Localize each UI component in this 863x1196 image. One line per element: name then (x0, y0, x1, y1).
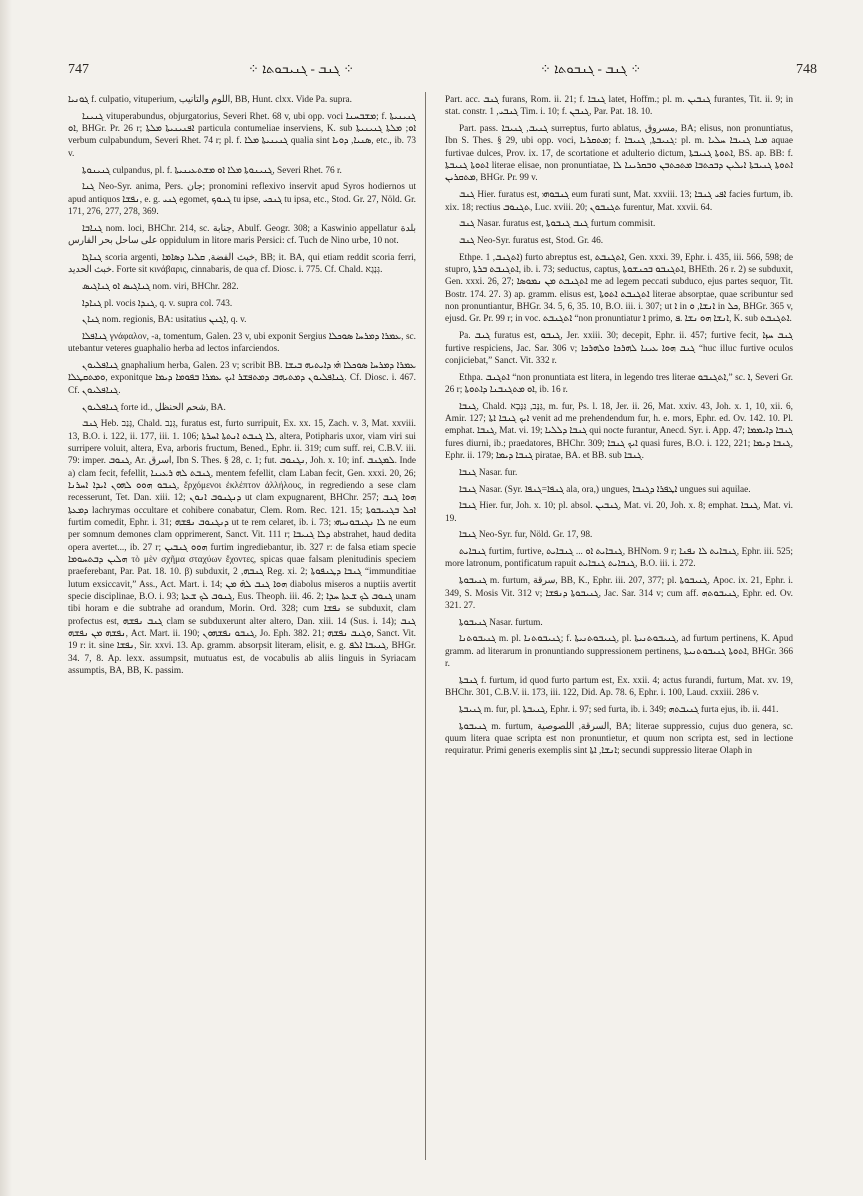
dictionary-entry: ܓܢܝܒܘܬܐ m. furtum, سرقة, BB, K., Ephr. iii. 207, 377; pl. ܓܢܝܒܘܬܐ, Apoc. ix. 21, Ephr. i. 349, S. Mosis Vit. 312 v; ܓܢܝܒܘܬܐ ܕܢܦܫܐ, Jac. Sar. 314 v; cum aff. ܓܢܝܒܘܬܗ, Ephr. ed. Ov. 321. 27. (445, 576, 793, 611)
dictionary-entry: ܓܢܒܐ Nasar. (Syr. ܓܢܦܐ=ܓܢܦܐ ala, ora,) ungues, ܐܛܦܪܐ ܕܓܢܒܐ ungues sui aquilae. (459, 484, 751, 495)
dictionary-entry: ܓܢܒ Heb. גָּנַב, Chald. גְּנַב, furatus est, furto surripuit, Ex. xx. 15, Zach. v. 3, Mat. xxviii. 13, B.O. i. 122, ii. 177, iii. 1. 106; ܠܐ ܓܢܒܬ ܐܢܬܬܐ ܐܚܪܬܐ, altera, Potipharis uxor, viam viri sui surripere voluit, altera, Eva, arboris fructum, Bened., Ephr. ii. 319; cum suff. rei, C.B.V. iii. 79: imper. ܓܢܘܒ, Ar. اسرق, Ibn S. Thes. § 28, c. 1; fut. ܢܓܢܘܒ, Joh. x. 10; inf. ܠܡܓܢܒ. Inde a) clam fecit, fefellit, ܓܢܒܬ ܠܗ ܪܥܝܢܐ, mentem fefellit, clam Laban fecit, Gen. xxxi. 20, 26; ܓܢܒܘ ܗܘܘ ܠܗܘܢ ܐܝܕܐ ܐܚܪܢܐ, ἔρχόμενοι ἐκλέπτον ἀλλήλους, in regrediendo a sese clam recesserunt, Tet. Dan. xiii. 12; ܕܢܓܢܘܒ ܐܢܘܢ ut clam expugnarent, BHChr. 257; ܗܘܐ ܓܢܒ ܕܡܥܬܐ lachrymas occultare et cohibere conabatur, Clem. Rom. Rec. 121. 15; ܐܟܠ ܒܓܢܝܒܘܬܐ furtim comedit, Ephr. i. 31; ܕܢܓܢܘܒ ܢܦܫܗ ut te rem celaret, ib. i. 73; ܠܐ ܢܓܢܒܘܢܝܗܝ ne eum per somnum demones clam opprimerent, Sanct. Vit. 111 r; ܕܠܐ ܓܢܝܒܐ abstrahet, haud dedita opera avertet..., ib. 27 r; ܗܘܘ ܓܢܒܝܢ furtim ingrediebantur, ib. 327 r: de falsa etiam specie ܗܠܝܢ ܕܒܬܚܘܡܐ τὸ μὲν σχῆμα σταχύων ἔχοντες, spicas quae falsam plenitudinis speciem praeferebant, Par. Pat. 18. 10. β) subduxit, ܓܢܒܗ, 2 Reg. xi. 2; ܓܢܒܐ ܕܛܢܦܘܬܐ “immunditiae lutum exsiccavit,” Ass., Act. Mart. i. 14; ܗܘܐ ܓܢܒ ܠܗ̇ ܡܢ diabolus miseros a nuptiis avertit specie disciplinae, B.O. i. 93; ܓܢܘܒ ܠܟ ܫܥܬܐ, Eus. Theoph. iii. 46. 2; ܓܢܘܒ ܠܟ ܫܥܬܐ ܚܕܐ unam tibi horam e die subtrahe ad orandum, Morin. Ord. 328; cum ܢܦܫܐ se subduxit, clam profectus est, ܓܢܒ ܢܦܫܗ clam se subduxerunt alter altero, Dan. xiii. 14 (Sus. i. 14); ܓܢܒ ܢܦܫܗ ܡܢ ܢܦܫܗ, Act. Mart. ii. 190; ܓܢܒܘ ܢܦܫܗܘܢ, Jo. Eph. 382. 21; ܘܓܢܒ ܢܦܫܗ, Sanct. Vit. 19 r: it. sine ܢܦܫܐ, Sir. xxvi. 13. Ap. gramm. absorpsit literam, elisit, e. g. ܓܢܝܒܐ ܐܠܦ, BHGr. 34. 7, 8. Ap. lexx. assumpsit, mutuatus est, de vocabulis ab aliis linguis in Syriacam assumptis, BA, BB, K. passim. (68, 419, 416, 677)
dictionary-entry: ܓܘܢܝܐ f. culpatio, vituperium, اللوم والتأنيب, BB, Hunt. clxx. Vide Pa. supra. (68, 95, 352, 105)
page-header (0, 62, 863, 86)
dictionary-entry: ܓܢܝܒܘܬܐ m. furtum, السرقة, اللصوصية, BA; literae suppressio, cujus duo genera, sc. quum litera quae scripta est non pronuntietur, et quum non scripta est, sed in lectione requiratur. Primi generis exemplis sint ܐܢܫܐ, ܐܬܐ; secundi suppressio literae Olaph in (445, 721, 793, 757)
dictionary-entry: Part. acc. ܓܢܒ furans, Rom. ii. 21; f. ܓܢܒܐ latet, Hoffm.; pl. m. ܓܢܒܝܢ furantes, Tit. ii. 9; in stat. constr. ܓܢܒܝ, 1 Tim. i. 10; f. ܓܢܒܢ, Par. Pat. 18. 10. (445, 95, 793, 118)
dictionary-entry: ܓܢܒܐ Nasar. fur. (459, 467, 518, 478)
dictionary-entry: ܓܢܐܓܝܣ ܐܘ ܓܢܐܓܝܣ nom. viri, BHChr. 282. (82, 281, 239, 292)
dictionary-entry: ܓܢܐܦܠܝܘܢ gnaphalium herba, Galen. 23 v; scribit BB. ܥܡܪܐ ܕܡܪܚܐ ܣܘܟܠܐ ܗ̇ܝ ܕܐܝܬܝܗ ܒܝܫܐ ܘܡܬܩܛܠܐ, exponitque ܓܢܐܦܠܝܘܢ ܕܡܬܝܗܒ ܕܡܬܦܫܪ ܐܝܟ ܥܡܪܐ ܒܦܘܡܐ ܕܝܡܐ. Cf. Diosc. i. 467. Cf. ܓܢܐܦܠܝܘܢ. (68, 361, 416, 396)
dictionary-entry: ܓܢܒ Nasar. furatus est, ܓܢܒ ܓܢܒܘܬܐ furtum commisit. (459, 219, 656, 230)
dictionary-entry: ܓܢܒ Neo-Syr. furatus est, Stod. Gr. 46. (459, 236, 604, 246)
dictionary-entry: ܓܢܝܢܐ vituperabundus, objurgatorius, Severi Rhet. 68 v, ubi opp. voci ܡܫܒܚܢܐ; f. ܓܢܝܢܝܬܐ ܐܘ, BHGr. Pr. 26 r; ܐܦܢܝܢܝܬܐ ܡܠܬܐ particula contumeliae inserviens, K. sub ܐܘ; ܡܠܬܐ ܓܢܝܢܝܬܐ verbum culpabundum, Severi Rhet. 74 r; pl. f. ܓܢܝܢܝܬܐ ܡܠܐ qualia sint ܣܢܝܐ, ܕܘܝܐ, etc., ib. 73 v. (68, 111, 416, 159)
column-divider (425, 92, 426, 1160)
dictionary-entry: ܓܢܝܒܘܬܐ Nasar. furtum. (459, 617, 543, 628)
left-page-number: 747 (68, 62, 89, 77)
left-running-head: ⁘ ܓܢܒ - ܓܢܝܒܘܬܐ ⁘ (248, 61, 355, 76)
right-column (445, 94, 793, 1162)
dictionary-entry: Part. pass. ܓܢܝܒ, ܓܢܝܒܐ surreptus, furto ablatus, مسروق, BA; elisus, non pronuntiatus, Ibn S. Thes. § 29, ubi opp. voci, ܡܬܩܪܝܐ; f. ܓܢܝܒܬܐ, ܓܢܝܒܐ: pl. m. ܡܝܐ ܓܢܝܒܐ ܚܠܝܐ aquae furtivae dulces, Prov. ix. 17, de scortatione et adulterio dictum, ܐܬܘܬܐ ܓܢܝܒܬܐ, BS. ap. BB: f. ܐܬܘܬܐ ܓܢܝܒܬܐ literae elisae, non pronuntiatae, ܐܬܘܬܐ ܓܢܝܒܬܐ ܐܝܠܝܢ ܕܒܟܬܒܐ ܡܬܟܬܒܢ ܘܒܩܪܝܢܐ ܠܐ ܡܬܩܪܝܢ, BHGr. Pr. 99 v. (445, 124, 793, 184)
dictionary-entry: ܓܢܝܢܘܬܐ culpandus, pl. f. ܓܢܝܢܘܬܐ ܡܠܐ ܐܘ ܡܫܬܥܝܢܝܬܐ, Severi Rhet. 76 r. (82, 165, 342, 176)
dictionary-entry: ܓܢܐ Neo-Syr. anima, Pers. جان; pronomini reflexivo inservit apud Syros hodiernos ut apud antiquos ܢܦܫܐ, e. g. ܓܢܝ egomet, ܓܢܘܟ tu ipse, ܓܢܟܝ tu ipsa, etc., Stod. Gr. 27, Nöld. Gr. 171, 276, 277, 278, 369. (68, 182, 416, 217)
scan-edge (0, 0, 12, 1196)
dictionary-entry: ܓܢܒܐ, Chald. גַּנָּב, גַּנָּבָא, m. fur, Ps. l. 18, Jer. ii. 26, Mat. xxiv. 43, Joh. x. 1, 10, xii. 6, Amir. 127; ܐܝܟ ܓܢܒܐ ܐܬܐ venit ad me prehendendum fur, h. e. mors, Ephr. ed. Ov. 142. 10. Pl. emphat. ܓܢܒܐ, Mat. vi. 19; ܓܢܒܐ ܕܠܠܝܐ qui nocte furantur, Anecd. Syr. i. App. 47; ܓܢܒܐ ܕܐܝܡܡܐ fures diurni, ib.; praedatores, BHChr. 309; ܐܝܟ ܓܢܒܐ quasi fures, B.O. i. 122, 221; ܓܢܒܐ ܕܝܡܐ, Ephr. ii. 179; ܓܢܒܐ ܕܝܡܐ piratae, BA. et BB. sub ܓܢܒܐ. (445, 401, 793, 462)
dictionary-entry: ܓܢܐܓܐ scoria argenti, خبث الفضة, ܩܠܝܐ ܕܣܐܡܐ, BB; it. BA, qui etiam reddit scoria ferri, خبث الحديد. Forte sit κινάβαρις, cinnabaris, de qua cf. Diosc. i. 775. Cf. Chald. גְּנָגָא. (68, 252, 416, 276)
dictionary-entry: Ethpa. ܐܬܓܢܒ “non pronuntiata est litera, in legendo tres literae ܐܬܓܢܒܘ,” sc. ܐ, Severi Gr. 26 r; ܐܘ ܡܬܓܢܒܢܐ ܕܐܬܘܬܐ, ib. 16 r. (445, 372, 793, 395)
dictionary-entry: ܓܢܐܕܐ pl. vocis ܓܢܕܐ, q. v. supra col. 743. (82, 298, 233, 309)
right-running-head: ⁘ ܓܢܒ - ܓܢܒܘܬܐ ⁘ (540, 61, 642, 76)
dictionary-entry: ܓܢܒܬܐ f. furtum, id quod furto partum est, Ex. xxii. 4; actus furandi, furtum, Mat. xv. 19, BHChr. 301, C.B.V. ii. 173, iii. 122, Did. Ap. 78. 6, Ephr. i. 100, Laud. cxxiii. 286 v. (445, 675, 793, 699)
dictionary-entry: ܓܢܝܒܬܐ m. fur, pl. ܓܢܝܒܬܐ, Ephr. i. 97; sed furta, ib. i. 349; ܓܢܝܒܬܗ furta ejus, ib. ii. 441. (459, 704, 779, 715)
dictionary-entry: ܓܢܝܒܘܬܢܐ m. pl. ܓܢܝܒܘܬܢܐ; f. ܓܢܝܒܘܬܢܝܬܐ, pl. ܓܢܝܒܘܬܢܝܬܐ, ad furtum pertinens, K. Apud gramm. ad literarum in pronuntiando suppressionem pertinens, ܐܬܘܬܐ ܓܢܝܒܘܬܢܝܬܐ, BHGr. 366 r. (445, 634, 793, 669)
dictionary-entry: ܓܢܒܐ Hier. fur, Joh. x. 10; pl. absol. ܓܢܒܝܢ, Mat. vi. 20, Joh. x. 8; emphat. ܓܢܒܐ, Mat. vi. 19. (445, 501, 793, 524)
dictionary-entry: ܓܢܐܒܐ nom. loci, BHChr. 214, sc. جنابة, Abulf. Geogr. 308; a Kaswinio appellatur بلدة على ساحل بحر الفارس oppidulum in litore maris Persici: cf. Tuch de Nino urbe, 10 not. (68, 223, 416, 246)
left-column (68, 94, 416, 1162)
dictionary-entry: ܓܢܒܐܝܬ furtim, furtive, ܓܢܒܐܝܬ ܐܘ ... ܓܢܒܐܝܬ, BHNom. 9 r; ܓܢܒܐܝܬ ܠܐ ܢܦܢܐ, Ephr. iii. 525; more latronum, pontificatum rapuit ܓܢܒܐܝܬ ܓܢܒܐܝܬ, B.O. iii. i. 272. (445, 547, 793, 570)
dictionary-entry: Ethpe. ܐܬܓܢܒ, 1) furto abreptus est, ܐܬܓܢܒܬ, Gen. xxxi. 39, Ephr. i. 435, iii. 566, 598; de stupro, ܐܬܓܢܒܬ ܒܪܬܐ, ib. i. 73; seductus, captus, ܐܬܓܢܒܘ ܒܟܢܫܘܬܐ, BHEth. 26 r. 2) se subduxit, Gen. xxxi. 26, 27; ܐܬܓܢܒܬ ܡܢ ܢܡܘܣܐ me ad legem peccati subduco, ejus partes sequor, Tit. Bostr. 174. 27. 3) ap. gramm. elisus est, ܐܬܓܢܒܬ ܐܬܘܬܐ literae absorptae, quae scribuntur sed non pronuntiantur, BHGr. 34. 5, 6, 35. 10, B.O. iii. i. 307; ut ܐ in ܐܢܫܐ, ܘ in ܟܠ, BHGr. 365 v, ejusd. Gr. Pr. 99 r; in voc. ܐܬܓܢܒܬ “non pronuntiatur ܐ primo, ܐܢܫܐ ܗܘ ܢܫܐ .ܦ, K. sub ܐܬܓܢܒܬ. (445, 252, 793, 325)
right-page-number: 748 (796, 62, 817, 77)
dictionary-entry: Pa. ܓܢܒ furatus est, ܓܢܒܘ, Jer. xxiii. 30; decepit, Ephr. ii. 457; furtive fecit, ܓܢܒ ܚܙܐ furtive respiciens, Jac. Sar. 306 v; ܓܢܒ ܗܘܐ ܥܝܢܐ ܠܗܪܟܐ ܘܠܗܪܟܐ “huc illuc furtive oculos conjiciebat,” Sanct. Vit. 332 r. (445, 331, 793, 366)
dictionary-entry: ܓܢܐܢ nom. regionis, BA: usitatius ܐܓܢܢ, q. v. (82, 315, 247, 326)
dictionary-entry: ܓܢܒܐ Neo-Syr. fur, Nöld. Gr. 17, 98. (459, 530, 593, 541)
dictionary-entry: ܓܢܐܦܠܝܘܢ forte id., شحم الحنظل, BA. (82, 402, 226, 413)
dictionary-entry: ܓܢܒ Hier. furatus est, ܓܢܒܘܗܝ eum furati sunt, Mat. xxviii. 13; ܐܦܝ ܓܢܒܐ facies furtum, ib. xix. 18; rectius ܬܓܢܘܒ, Luc. xviii. 20; ܬܓܢܒܘܢ furentur, Mat. xxvii. 64. (445, 190, 793, 213)
dictionary-entry: ܓܢܐܦܠܐ γνάφαλον, -a, tomentum, Galen. 23 v, ubi exponit Sergius ܥܡܪܐ ܕܡܪܚܐ ܣܘܟܠܐ, sc. utebantur veteres guaphalio herba ad lectos infarciendos. (68, 332, 416, 355)
